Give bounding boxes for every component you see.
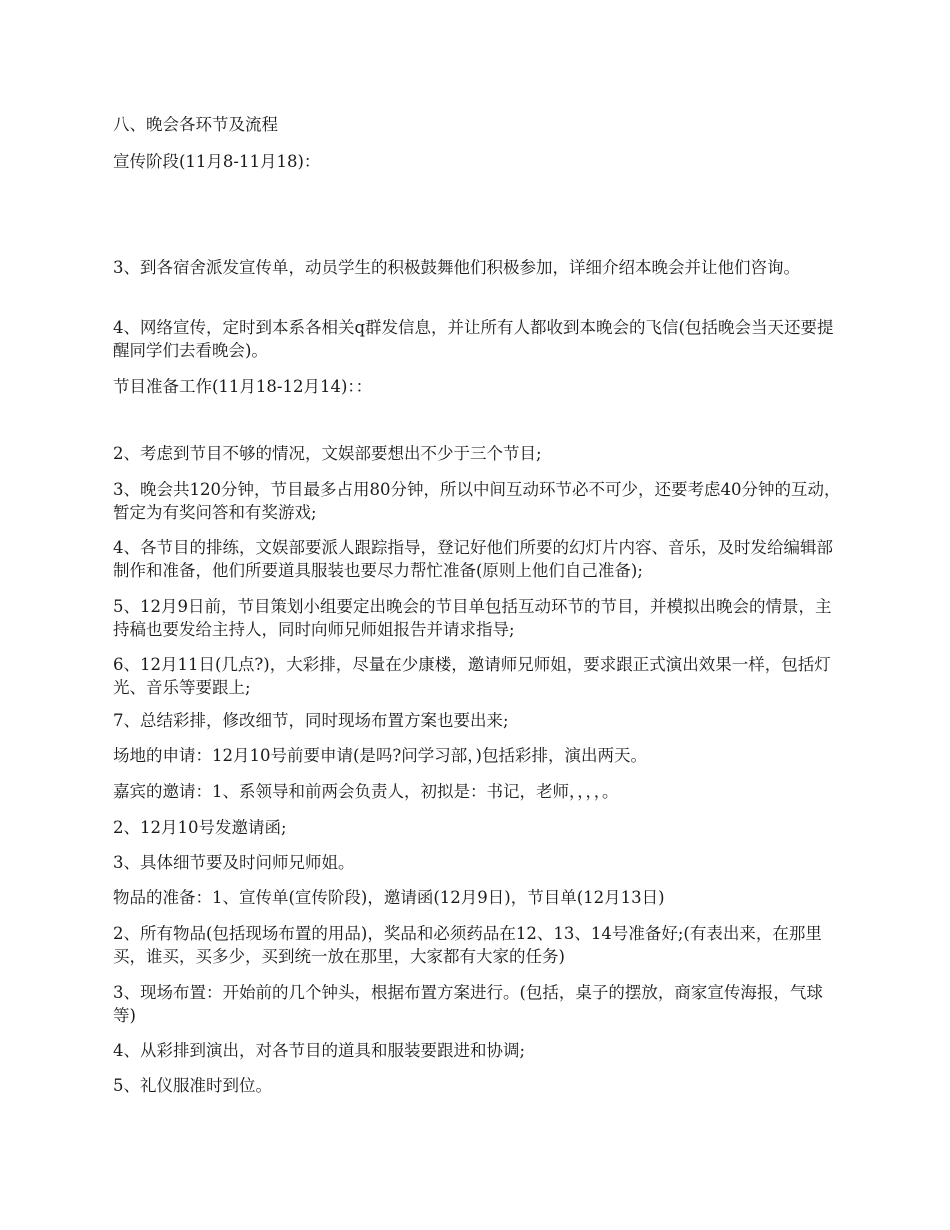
section-title: 八、晚会各环节及流程 [113,115,278,134]
supplies-item: 3、现场布置：开始前的几个钟头，根据布置方案进行。(包括，桌子的摆放，商家宣传海报，气球等) [113,983,823,1025]
supplies-heading: 物品的准备：1、宣传单(宣传阶段)，邀请函(12月9日)，节目单(12月13日) [113,888,665,907]
supplies-item: 2、所有物品(包括现场布置的用品)，奖品和必须药品在12、13、14号准备好;(有表出来，在那里买，谁买，买多少，买到统一放在那里，大家都有大家的任务) [113,924,822,966]
program-prep-item: 4、各节目的排练，文娱部要派人跟踪指导，登记好他们所要的幻灯片内容、音乐，及时发给编辑部制作和准备，他们所要道具服装也要尽力帮忙准备(原则上他们自己准备); [113,538,833,580]
guests-item: 2、12月10号发邀请函; [113,818,287,837]
venue-line: 场地的申请：12月10号前要申请(是吗?问学习部，)包括彩排，演出两天。 [113,746,647,765]
publicity-item: 3、到各宿舍派发宣传单，动员学生的积极鼓舞他们积极参加，详细介绍本晚会并让他们咨询。 [113,258,800,277]
publicity-item: 4、网络宣传，定时到本系各相关q群发信息，并让所有人都收到本晚会的飞信(包括晚会当天还要提醒同学们去看晚会)。 [113,318,834,360]
program-prep-item: 6、12月11日(几点?)，大彩排，尽量在少康楼，邀请师兄师姐，要求跟正式演出效果一样，包括灯光、音乐等要跟上; [113,655,831,697]
program-prep-item: 2、考虑到节目不够的情况，文娱部要想出不少于三个节目; [113,444,542,463]
program-prep-item: 7、总结彩排，修改细节，同时现场布置方案也要出来; [113,711,509,730]
publicity-stage-heading: 宣传阶段(11月8-11月18)： [113,152,321,171]
guests-heading: 嘉宾的邀请：1、系领导和前两会负责人，初拟是：书记，老师，，，，。 [113,782,619,801]
supplies-item: 5、礼仪服准时到位。 [113,1076,272,1095]
program-prep-item: 3、晚会共120分钟，节目最多占用80分钟，所以中间互动环节必不可少，还要考虑40分钟的互动，暂定为有奖问答和有奖游戏; [113,480,841,522]
program-prep-item: 5、12月9日前，节目策划小组要定出晚会的节目单包括互动环节的节目，并模拟出晚会的情景，主持稿也要发给主持人，同时向师兄师姐报告并请求指导; [113,597,832,639]
guests-item: 3、具体细节要及时问师兄师姐。 [113,853,355,872]
program-prep-heading: 节目准备工作(11月18-12月14)：： [113,377,373,396]
supplies-item: 4、从彩排到演出，对各节目的道具和服装要跟进和协调; [113,1041,526,1060]
